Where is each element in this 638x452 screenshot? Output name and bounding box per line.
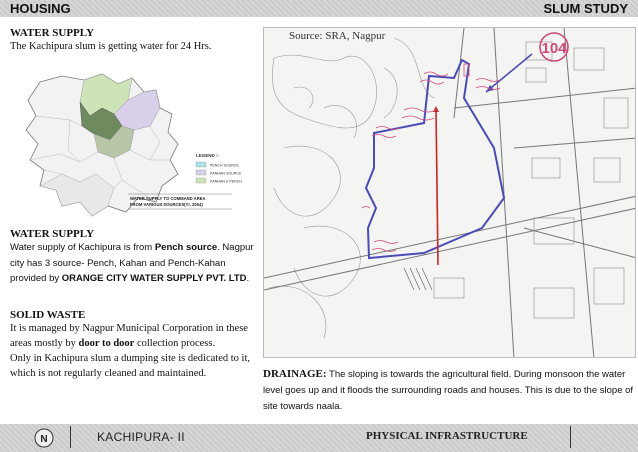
solid-waste-text-2: Only in Kachipura slum a dumping site is dedicated to it, which is not regularly cleaned and maintained.	[10, 353, 250, 379]
legend-swatch-kanhan-pench	[196, 178, 206, 183]
solid-waste-bold: door to door	[78, 338, 135, 349]
solid-waste-text-part2: collection process.	[134, 338, 216, 349]
compass-icon	[34, 428, 54, 448]
legend-swatch-pench	[196, 162, 206, 167]
water-supply-map-figure	[10, 70, 250, 222]
header-band	[0, 0, 638, 17]
legend-label-pench: PENCH SOURCE	[210, 163, 239, 168]
header-left-title: HOUSING	[10, 1, 71, 16]
solid-waste-text	[10, 321, 255, 351]
page-badge-number: 104	[541, 40, 567, 57]
legend-swatch-kanhan	[196, 170, 206, 175]
water-supply-detail-text	[10, 240, 255, 287]
water-supply-map	[10, 70, 250, 222]
compass-letter: N	[40, 434, 48, 445]
footer-divider-left	[70, 426, 71, 448]
footer-site-name: KACHIPURA- II	[97, 430, 185, 444]
water-supply-heading: WATER SUPPLY	[10, 27, 95, 39]
drainage-label: DRAINAGE:	[263, 368, 327, 380]
drainage-section	[263, 366, 635, 415]
solid-waste-heading: SOLID WASTE	[10, 309, 86, 321]
drainage-text-block	[263, 366, 635, 415]
footer-divider-right	[570, 426, 571, 448]
footer-section-title: PHYSICAL INFRASTRUCTURE	[366, 430, 528, 442]
water-supply-bold-provider: ORANGE CITY WATER SUPPLY PVT. LTD	[61, 273, 247, 284]
solid-waste-section	[10, 309, 255, 381]
site-map	[263, 27, 636, 358]
water-supply-detail-heading: WATER SUPPLY	[10, 228, 95, 240]
drainage-text: The sloping is towards the agricultural field. During monsoon the water level goes up and it floods the surrounding roads and houses. This is due to the slope of site towards naala.	[263, 369, 634, 412]
water-supply-text-part1: Water supply of Kachipura is from	[10, 242, 155, 253]
water-supply-bold-source: Pench source	[154, 242, 218, 253]
solid-waste-text-part1: It is managed by Nagpur Municipal Corporation in these areas mostly by	[10, 323, 248, 349]
map-caption-line2: FROM VARIOUS SOURCES(Yr. 2004)	[130, 202, 203, 207]
water-supply-text: The Kachipura slum is getting water for 24 Hrs.	[10, 41, 212, 52]
legend-title: LEGEND :-	[196, 153, 219, 158]
footer-band	[0, 424, 638, 452]
water-supply-detail-section	[10, 228, 255, 287]
water-supply-text-part2: . Nagpur city has 3 source- Pench, Kahan and Pench-Kahan provided by	[10, 242, 254, 284]
map-source-label: Source: SRA, Nagpur	[289, 30, 386, 42]
legend-label-kanhan: KANHAN SOURCE	[210, 171, 242, 176]
header-right-title: SLUM STUDY	[543, 1, 628, 16]
site-map-figure	[264, 28, 636, 358]
water-supply-text-part3: .	[246, 273, 250, 284]
map-caption-line1: WATER SUPPLY TO COMMAND AREA	[130, 196, 206, 201]
water-supply-top-section	[10, 27, 250, 54]
legend-label-kanhan-pench: KANHAN & PENCH	[210, 179, 242, 184]
